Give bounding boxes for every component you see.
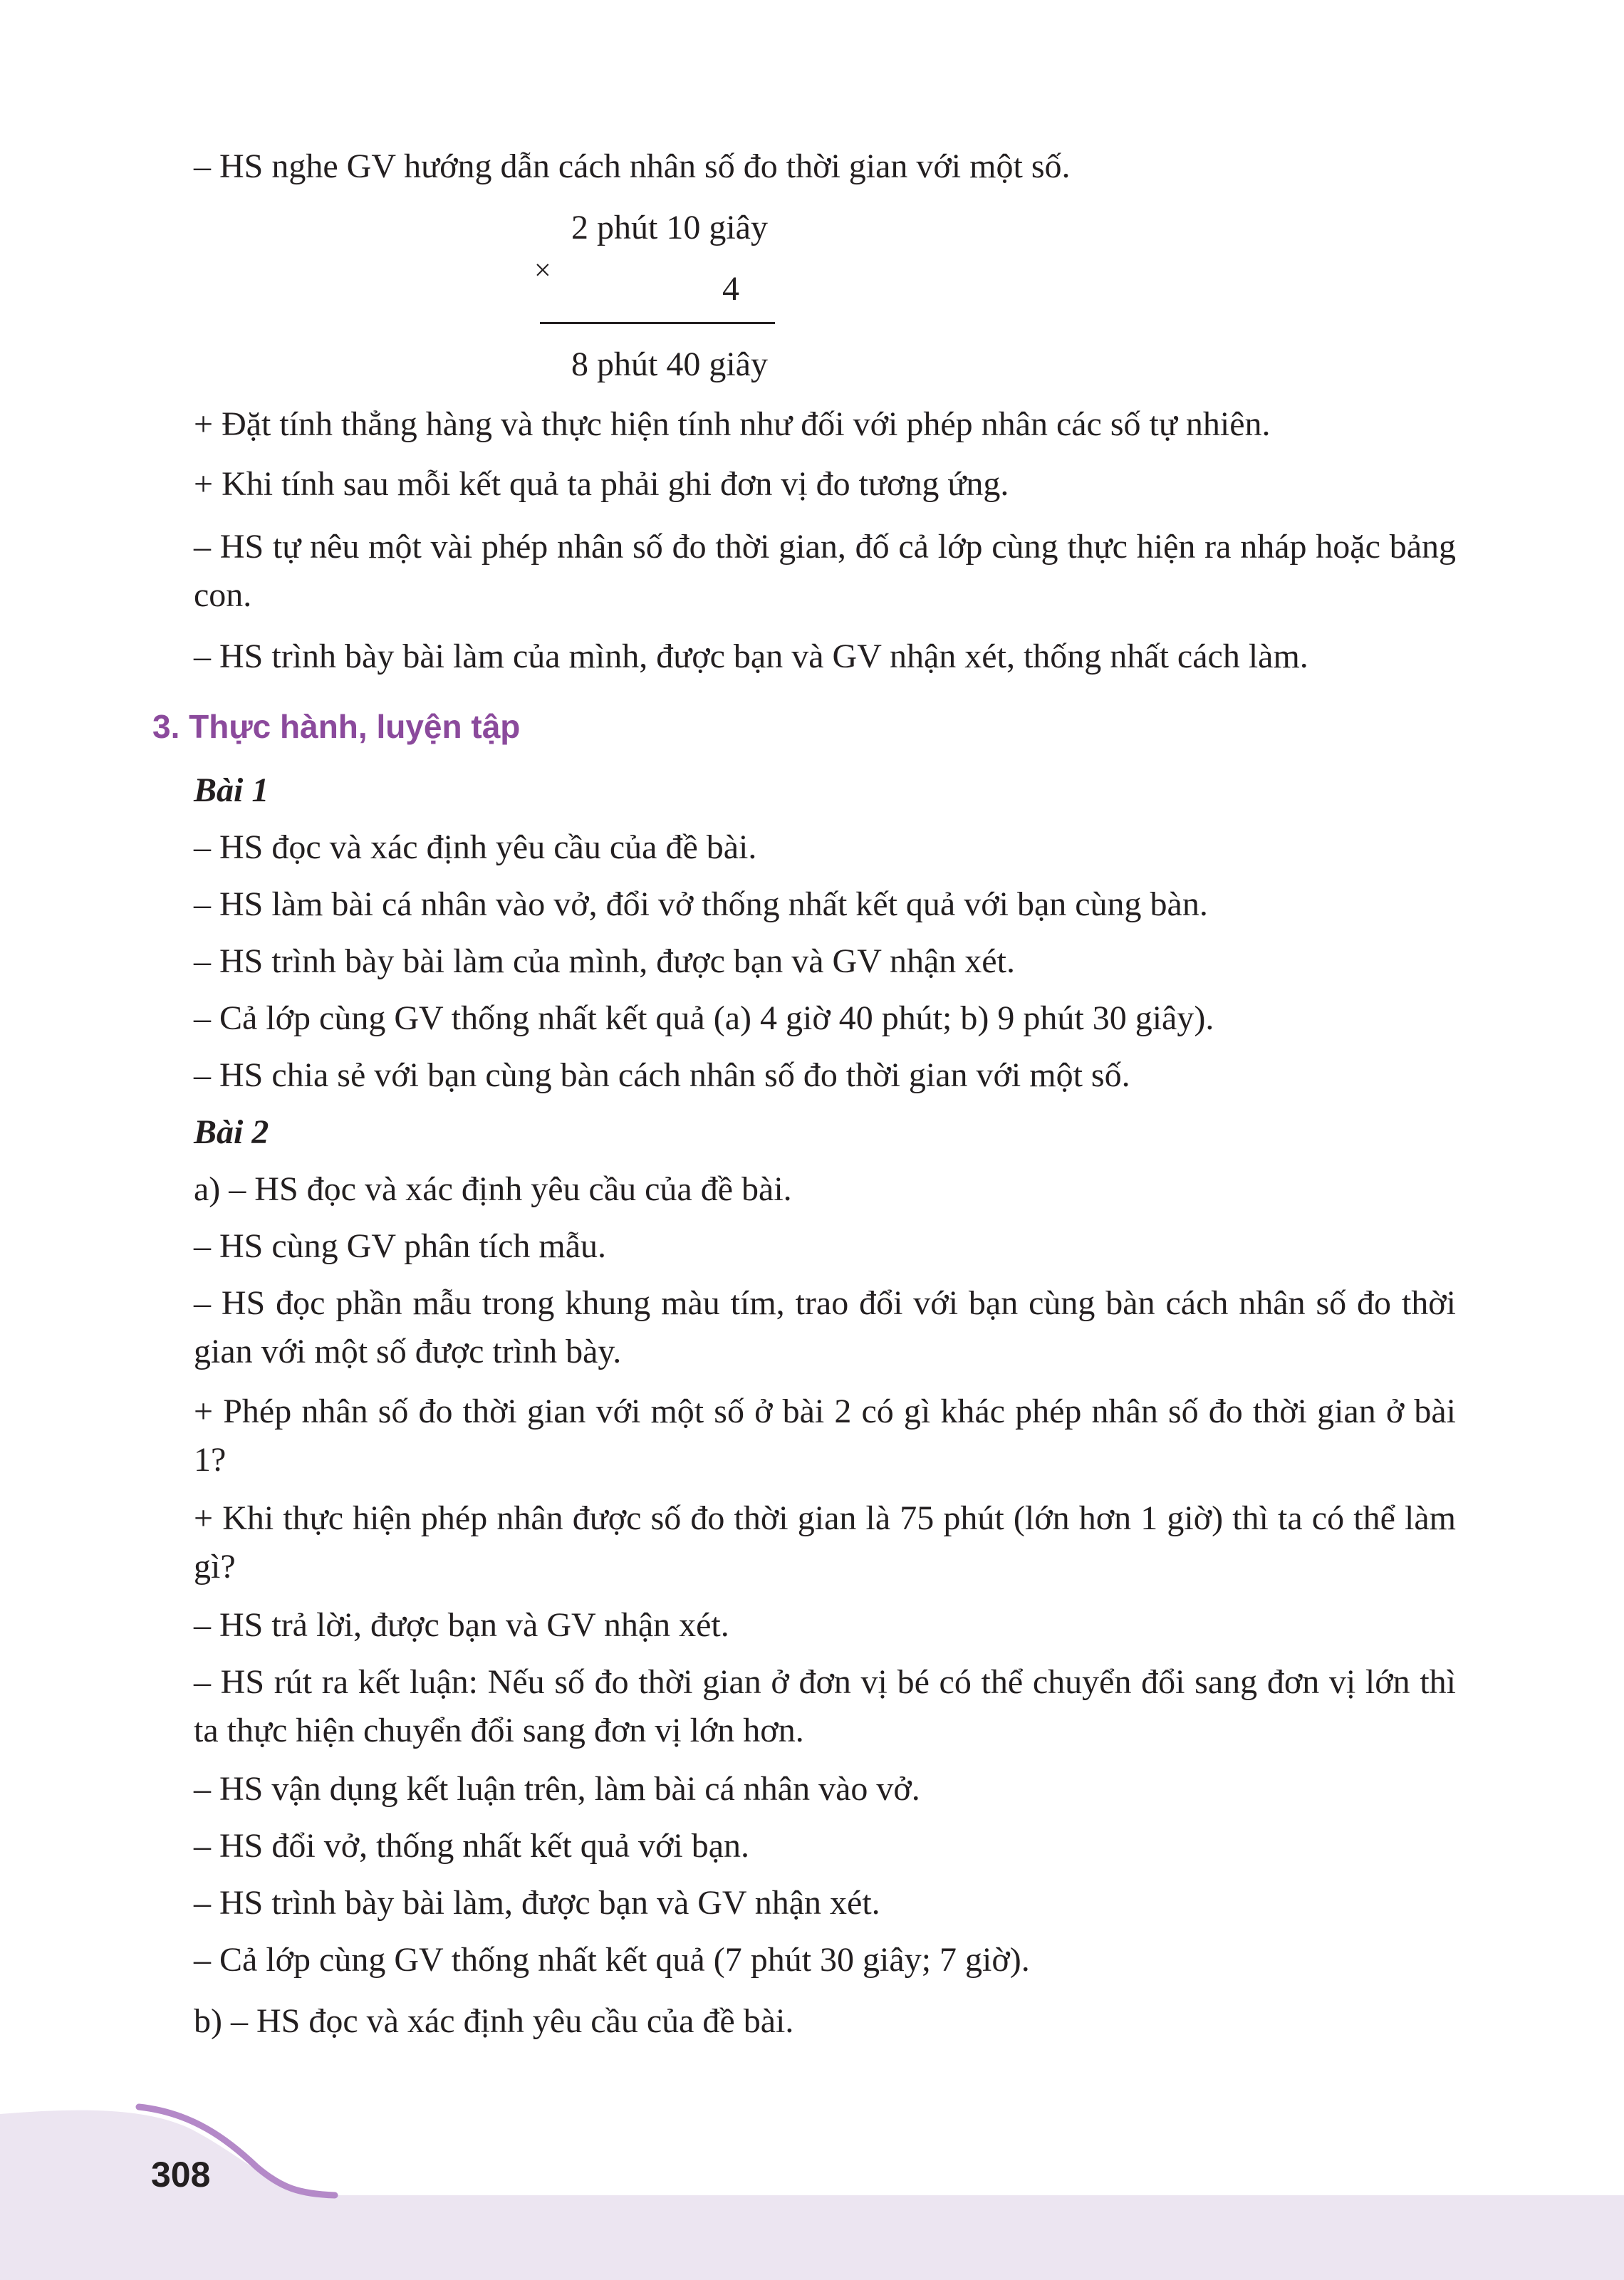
- page-number: 308: [151, 2155, 211, 2195]
- exercise-2-item: a) – HS đọc và xác định yêu cầu của đề bài.: [194, 1170, 792, 1208]
- calc-multiplier: 4: [722, 270, 739, 308]
- exercise-2-item: – HS trả lời, được bạn và GV nhận xét.: [194, 1606, 729, 1644]
- exercise-2-item: b) – HS đọc và xác định yêu cầu của đề bài.: [194, 2002, 794, 2040]
- calc-operand: 2 phút 10 giây: [571, 209, 768, 246]
- exercise-2-title: Bài 2: [194, 1113, 269, 1151]
- step-line: – HS trình bày bài làm của mình, được bạn và GV nhận xét, thống nhất cách làm.: [194, 637, 1308, 675]
- exercise-2-item: – HS đổi vở, thống nhất kết quả với bạn.: [194, 1827, 750, 1865]
- exercise-1-item: – HS đọc và xác định yêu cầu của đề bài.: [194, 828, 757, 866]
- exercise-2-item: + Khi thực hiện phép nhân được số đo thời gian là 75 phút (lớn hơn 1 giờ) thì ta có thể làm gì?: [194, 1499, 1456, 1586]
- intro-line: – HS nghe GV hướng dẫn cách nhân số đo thời gian với một số.: [194, 147, 1071, 185]
- exercise-1-item: – HS trình bày bài làm của mình, được bạn và GV nhận xét.: [194, 942, 1015, 980]
- section-heading: 3. Thực hành, luyện tập: [152, 708, 521, 745]
- calc-result: 8 phút 40 giây: [571, 345, 768, 383]
- exercise-1-item: – Cả lớp cùng GV thống nhất kết quả (a) 4 giờ 40 phút; b) 9 phút 30 giây).: [194, 999, 1214, 1037]
- exercise-1-title: Bài 1: [194, 771, 269, 809]
- exercise-2-item: – HS trình bày bài làm, được bạn và GV nhận xét.: [194, 1884, 880, 1922]
- exercise-1-item: – HS làm bài cá nhân vào vở, đổi vở thống nhất kết quả với bạn cùng bàn.: [194, 885, 1208, 923]
- exercise-2-item: – Cả lớp cùng GV thống nhất kết quả (7 phút 30 giây; 7 giờ).: [194, 1941, 1030, 1979]
- calc-operator: ×: [534, 254, 551, 287]
- exercise-2-item: + Phép nhân số đo thời gian với một số ở bài 2 có gì khác phép nhân số đo thời gian ở bài 1?: [194, 1393, 1456, 1479]
- exercise-2-item: – HS rút ra kết luận: Nếu số đo thời gian ở đơn vị bé có thể chuyển đổi sang đơn vị lớn thì ta thực hiện chuyển đổi sang đơn vị lớn hơn.: [194, 1663, 1456, 1749]
- step-line: + Khi tính sau mỗi kết quả ta phải ghi đơn vị đo tương ứng.: [194, 465, 1009, 503]
- exercise-2-item: – HS vận dụng kết luận trên, làm bài cá nhân vào vở.: [194, 1770, 920, 1808]
- exercise-1-item: – HS chia sẻ với bạn cùng bàn cách nhân số đo thời gian với một số.: [194, 1056, 1130, 1094]
- exercise-2-item: – HS đọc phần mẫu trong khung màu tím, trao đổi với bạn cùng bàn cách nhân số đo thời gian với một số được trình bày.: [194, 1284, 1456, 1370]
- step-line: – HS tự nêu một vài phép nhân số đo thời gian, đố cả lớp cùng thực hiện ra nháp hoặc bảng con.: [194, 528, 1456, 614]
- exercise-2-item: – HS cùng GV phân tích mẫu.: [194, 1227, 607, 1265]
- step-line: + Đặt tính thẳng hàng và thực hiện tính như đối với phép nhân các số tự nhiên.: [194, 405, 1271, 443]
- calc-underline: [540, 322, 775, 324]
